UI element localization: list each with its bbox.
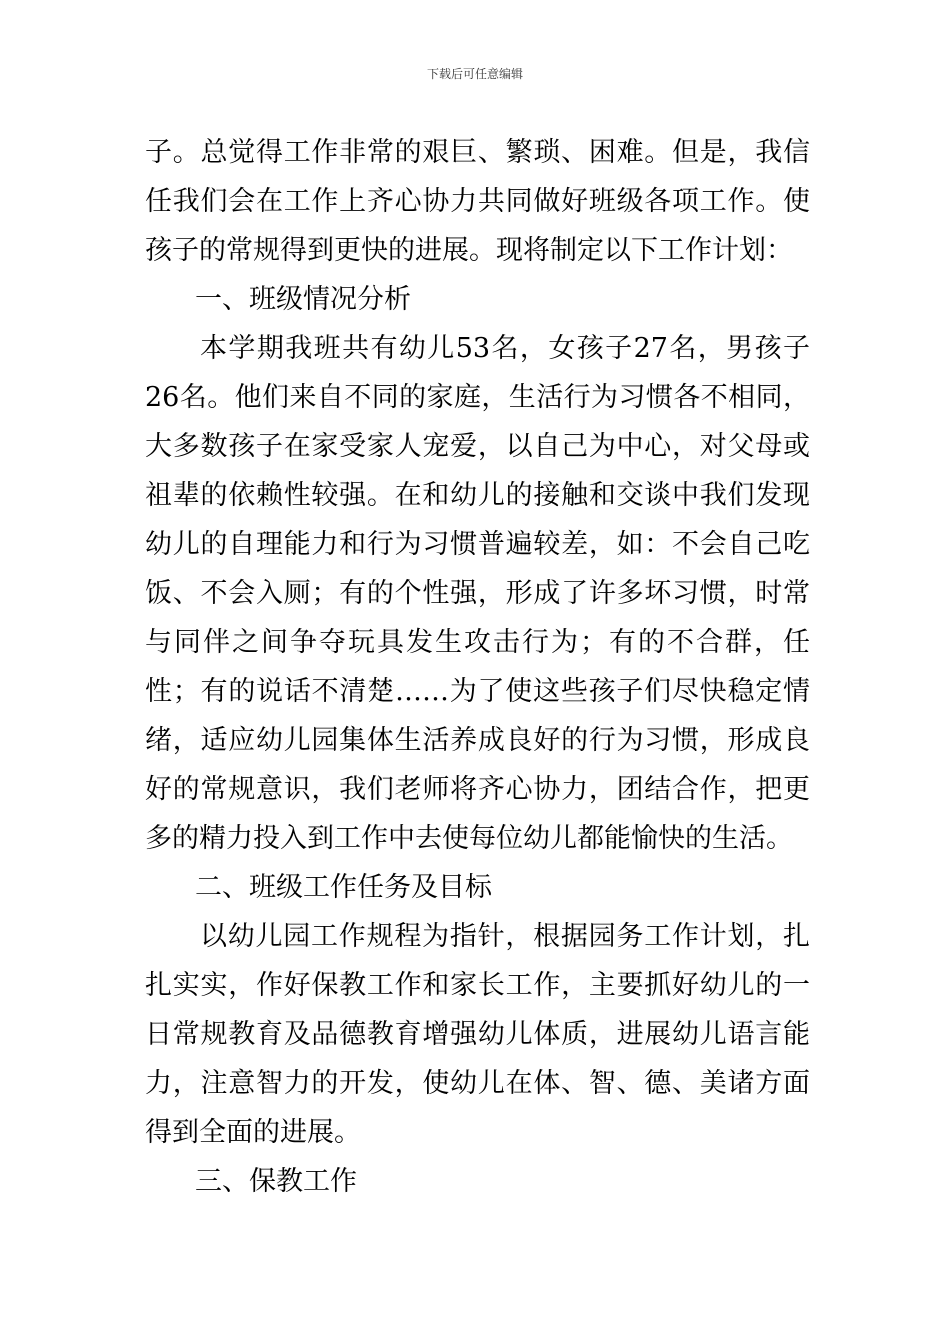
section-heading-3: 三、保教工作 bbox=[195, 1166, 357, 1197]
section-heading-1: 一、班级情况分析 bbox=[195, 284, 411, 315]
paragraph-tasks-goals: 以幼儿园工作规程为指针，根据园务工作计划，扎扎实实，作好保教工作和家长工作，主要抓好幼儿的一日常规教育及品德教育增强幼儿体质，进展幼儿语言能力，注意智力的开发，使幼儿在体、智、德、美诸方面得到全面的进展。 bbox=[145, 921, 810, 1148]
paragraph-class-analysis: 本学期我班共有幼儿53名，女孩子27名，男孩子26名。他们来自不同的家庭，生活行为习惯各不相同，大多数孩子在家受家人宠爱，以自己为中心，对父母或祖辈的依赖性较强。在和幼儿的接触和交谈中我们发现幼儿的自理能力和行为习惯普遍较差，如：不会自己吃饭、不会入厕；有的个性强，形成了许多坏习惯，时常与同伴之间争夺玩具发生攻击行为；有的不合群，任性；有的说话不清楚……为了使这些孩子们尽快稳定情绪，适应幼儿园集体生活养成良好的行为习惯，形成良好的常规意识，我们老师将齐心协力，团结合作，把更多的精力投入到工作中去使每位幼儿都能愉快的生活。 bbox=[145, 333, 810, 854]
paragraph-continuation: 子。总觉得工作非常的艰巨、繁琐、困难。但是，我信任我们会在工作上齐心协力共同做好班级各项工作。使孩子的常规得到更快的进展。现将制定以下工作计划： bbox=[145, 137, 810, 266]
section-heading-2: 二、班级工作任务及目标 bbox=[195, 872, 492, 903]
document-body bbox=[145, 128, 810, 1206]
page-header: 下载后可任意编辑 bbox=[426, 67, 523, 81]
